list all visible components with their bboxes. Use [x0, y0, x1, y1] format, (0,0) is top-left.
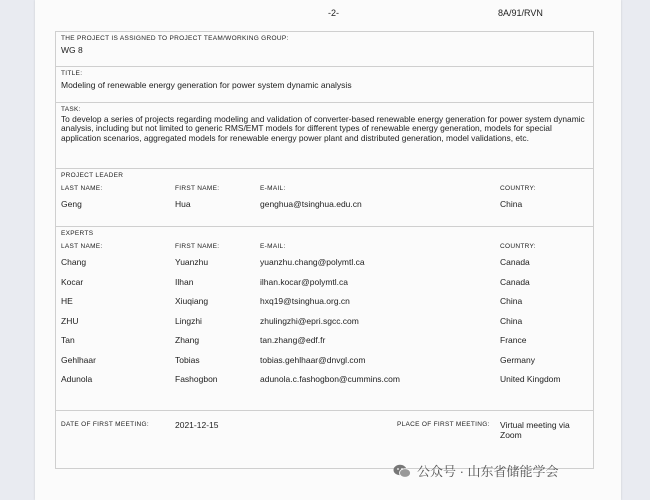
expert-country: United Kingdom [500, 374, 561, 384]
col-first-name: FIRST NAME: [175, 185, 220, 192]
col-country: COUNTRY: [500, 243, 536, 250]
col-email: E-MAIL: [260, 185, 286, 192]
leader-section [56, 169, 593, 227]
watermark [393, 461, 559, 480]
experts-column-headers [61, 243, 588, 255]
meeting-date-label: DATE OF FIRST MEETING: [61, 421, 149, 428]
assignment-value: WG 8 [61, 45, 83, 55]
expert-first-name: Tobias [175, 354, 200, 365]
leader-row [61, 199, 588, 219]
title-section [56, 67, 593, 103]
col-first-name: FIRST NAME: [175, 243, 220, 250]
expert-country: Canada [500, 276, 530, 287]
expert-first-name: Lingzhi [175, 315, 202, 326]
expert-email: tobias.gehlhaar@dnvgl.com [260, 354, 366, 365]
assignment-label: THE PROJECT IS ASSIGNED TO PROJECT TEAM/WORKING GROUP: [61, 35, 289, 42]
expert-email: ilhan.kocar@polymtl.ca [260, 276, 348, 287]
col-email: E-MAIL: [260, 243, 286, 250]
expert-first-name: Fashogbon [175, 374, 218, 384]
expert-first-name: Ilhan [175, 276, 194, 287]
leader-country: China [500, 199, 523, 209]
task-section [56, 103, 593, 169]
expert-country: Germany [500, 354, 535, 365]
expert-last-name: ZHU [61, 315, 79, 326]
meeting-date-value: 2021-12-15 [175, 420, 219, 430]
leader-last-name: Geng [61, 199, 82, 209]
expert-first-name: Yuanzhu [175, 257, 209, 267]
expert-email: yuanzhu.chang@polymtl.ca [260, 257, 365, 267]
expert-row [61, 277, 588, 297]
expert-last-name: Kocar [61, 276, 84, 287]
expert-country: China [500, 315, 523, 326]
expert-last-name: Adunola [61, 374, 93, 384]
col-country: COUNTRY: [500, 185, 536, 192]
title-value: Modeling of renewable energy generation for power system dynamic analysis [61, 80, 352, 90]
col-last-name: LAST NAME: [61, 185, 103, 192]
expert-last-name: Tan [61, 335, 75, 345]
expert-row [61, 296, 588, 316]
document-reference: 8A/91/RVN [498, 8, 543, 18]
expert-row [61, 355, 588, 375]
wechat-icon [393, 464, 411, 478]
col-last-name: LAST NAME: [61, 243, 103, 250]
expert-row [61, 316, 588, 336]
title-label: TITLE: [61, 70, 83, 77]
project-form [55, 31, 594, 469]
expert-last-name: HE [61, 296, 73, 306]
expert-row [61, 257, 588, 277]
expert-email: tan.zhang@edf.fr [260, 335, 326, 345]
expert-row [61, 374, 588, 394]
meeting-place-value: Virtual meeting via Zoom [500, 420, 570, 440]
experts-section [56, 227, 593, 411]
page-number: -2- [328, 8, 339, 18]
expert-email: zhulingzhi@epri.sgcc.com [260, 315, 359, 326]
assignment-section [56, 32, 593, 67]
task-value: To develop a series of projects regarding modeling and validation of converter-based renewable energy generation for power system dynamic analysis, including but not limited to generic RMS/EMT models for different types of renewable energy generation, models for special application scenarios, aggregated models for renewable energy power plant and distributed generation, model validations, etc. [61, 114, 585, 143]
expert-email: hxq19@tsinghua.org.cn [260, 296, 350, 306]
expert-rows [61, 257, 588, 394]
expert-first-name: Zhang [175, 335, 200, 345]
leader-column-headers [61, 185, 588, 197]
leader-first-name: Hua [175, 199, 191, 209]
expert-last-name: Chang [61, 257, 87, 267]
watermark-text: 公众号 · 山东省储能学会 [417, 464, 559, 479]
task-label: TASK: [61, 106, 81, 113]
expert-row [61, 335, 588, 355]
expert-country: China [500, 296, 523, 306]
expert-first-name: Xiuqiang [175, 296, 209, 306]
leader-email: genghua@tsinghua.edu.cn [260, 199, 362, 209]
experts-label: EXPERTS [61, 230, 94, 237]
expert-country: Canada [500, 257, 530, 267]
leader-label: PROJECT LEADER [61, 172, 124, 179]
expert-email: adunola.c.fashogbon@cummins.com [260, 374, 400, 384]
meeting-place-label: PLACE OF FIRST MEETING: [397, 421, 490, 428]
expert-country: France [500, 335, 527, 345]
expert-last-name: Gehlhaar [61, 354, 96, 365]
